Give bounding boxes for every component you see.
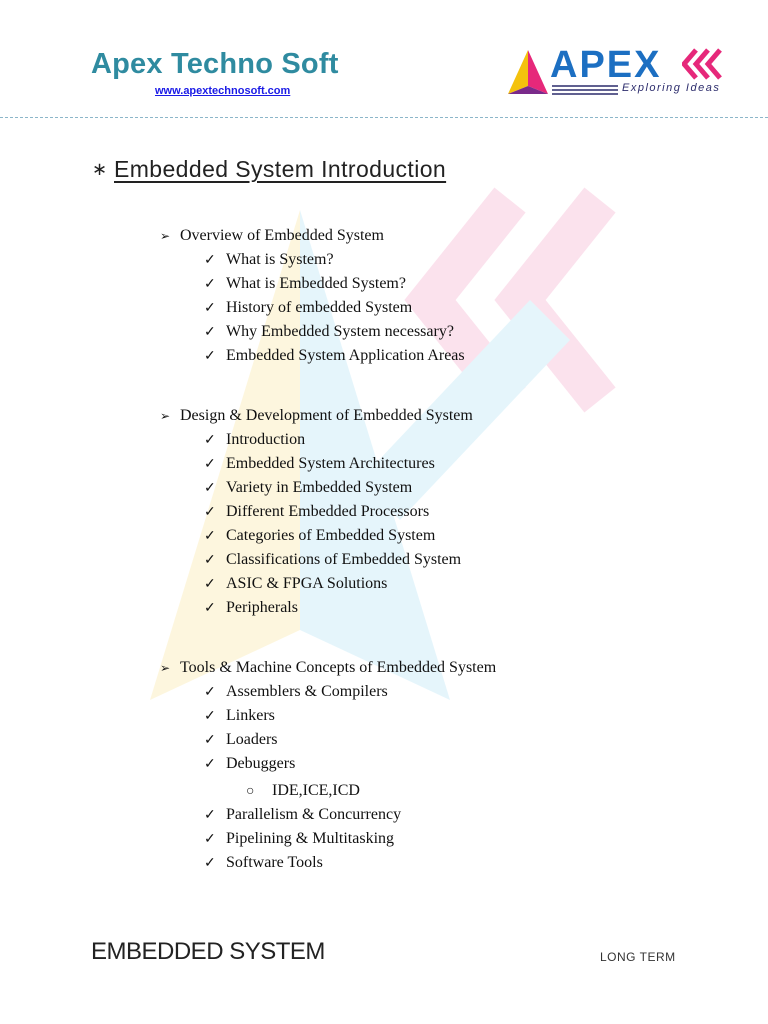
outline-item — [204, 298, 412, 319]
outline-item — [204, 706, 275, 727]
outline-item-text: Why Embedded System necessary? — [226, 323, 454, 340]
outline-item-text: Different Embedded Processors — [226, 503, 430, 520]
section-title-text: Embedded System Introduction — [114, 156, 447, 182]
outline-item — [204, 574, 387, 595]
outline-item-text: What is Embedded System? — [226, 275, 406, 292]
outline-heading-text: Tools & Machine Concepts of Embedded System — [180, 659, 497, 676]
outline-heading-text: Overview of Embedded System — [180, 227, 384, 244]
arrowhead-icon: ➢ — [160, 229, 171, 243]
outline-heading — [160, 658, 496, 678]
logo-triangle-icon — [506, 48, 550, 100]
checkmark-icon: ✓ — [204, 601, 216, 616]
logo-tagline: Exploring Ideas — [622, 82, 721, 94]
outline-item-text: What is System? — [226, 251, 334, 268]
apex-logo — [506, 44, 722, 100]
outline-item-text: Loaders — [226, 731, 278, 748]
checkmark-icon: ✓ — [204, 808, 216, 823]
outline-item-text: Debuggers — [226, 755, 296, 772]
outline-item-text: Peripherals — [226, 599, 298, 616]
checkmark-icon: ✓ — [204, 832, 216, 847]
outline-heading-text: Design & Development of Embedded System — [180, 407, 473, 424]
outline-item-text: Embedded System Architectures — [226, 455, 435, 472]
logo-underline-icon — [552, 84, 618, 96]
outline-item — [204, 502, 429, 523]
outline-item — [204, 853, 323, 874]
arrowhead-icon: ➢ — [160, 661, 171, 675]
outline-item — [204, 250, 334, 271]
outline-item-text: Classifications of Embedded System — [226, 551, 462, 568]
outline-item — [204, 454, 435, 475]
checkmark-icon: ✓ — [204, 253, 216, 268]
section-title — [92, 156, 446, 183]
outline-item-text: Pipelining & Multitasking — [226, 830, 395, 847]
outline-heading — [160, 226, 384, 246]
outline-item-text: Software Tools — [226, 854, 323, 871]
header-divider — [0, 117, 768, 118]
outline-subitem — [246, 781, 360, 802]
outline-item-text: Parallelism & Concurrency — [226, 806, 402, 823]
logo-word: APEX — [550, 44, 662, 86]
outline-item — [204, 829, 394, 850]
company-title: Apex Techno Soft — [91, 48, 339, 80]
checkmark-icon: ✓ — [204, 277, 216, 292]
checkmark-icon: ✓ — [204, 325, 216, 340]
outline-item-text: Assemblers & Compilers — [226, 683, 388, 700]
outline-heading — [160, 406, 473, 426]
outline-item — [204, 682, 388, 703]
outline-item — [204, 550, 461, 571]
checkmark-icon: ✓ — [204, 856, 216, 871]
arrowhead-icon: ➢ — [160, 409, 171, 423]
outline-item — [204, 430, 305, 451]
outline-item — [204, 805, 401, 826]
checkmark-icon: ✓ — [204, 505, 216, 520]
checkmark-icon: ✓ — [204, 301, 216, 316]
outline-item — [204, 346, 465, 367]
outline-item — [204, 478, 412, 499]
outline-subitem-text: IDE,ICE,ICD — [272, 782, 360, 799]
outline-item-text: Linkers — [226, 707, 275, 724]
outline-item-text: ASIC & FPGA Solutions — [226, 575, 388, 592]
outline-item-text: Categories of Embedded System — [226, 527, 436, 544]
checkmark-icon: ✓ — [204, 577, 216, 592]
outline-item-text: Introduction — [226, 431, 306, 448]
checkmark-icon: ✓ — [204, 433, 216, 448]
outline-item-text: Variety in Embedded System — [226, 479, 413, 496]
asterisk-icon: ∗ — [92, 159, 108, 179]
checkmark-icon: ✓ — [204, 553, 216, 568]
outline-item — [204, 598, 298, 619]
checkmark-icon: ✓ — [204, 733, 216, 748]
outline-item — [204, 754, 295, 775]
footer-course: EMBEDDED SYSTEM — [91, 938, 325, 965]
checkmark-icon: ✓ — [204, 457, 216, 472]
company-url-link[interactable]: www.apextechnosoft.com — [155, 85, 291, 97]
outline-item-text: History of embedded System — [226, 299, 413, 316]
outline-item — [204, 730, 278, 751]
checkmark-icon: ✓ — [204, 481, 216, 496]
checkmark-icon: ✓ — [204, 529, 216, 544]
outline-item — [204, 274, 406, 295]
outline-item — [204, 322, 454, 343]
checkmark-icon: ✓ — [204, 349, 216, 364]
checkmark-icon: ✓ — [204, 757, 216, 772]
outline-item-text: Embedded System Application Areas — [226, 347, 465, 364]
footer-duration: LONG TERM — [600, 950, 676, 964]
logo-chevrons-icon — [682, 48, 722, 80]
outline-item — [204, 526, 435, 547]
checkmark-icon: ✓ — [204, 709, 216, 724]
checkmark-icon: ✓ — [204, 685, 216, 700]
circle-icon: ○ — [246, 784, 255, 799]
